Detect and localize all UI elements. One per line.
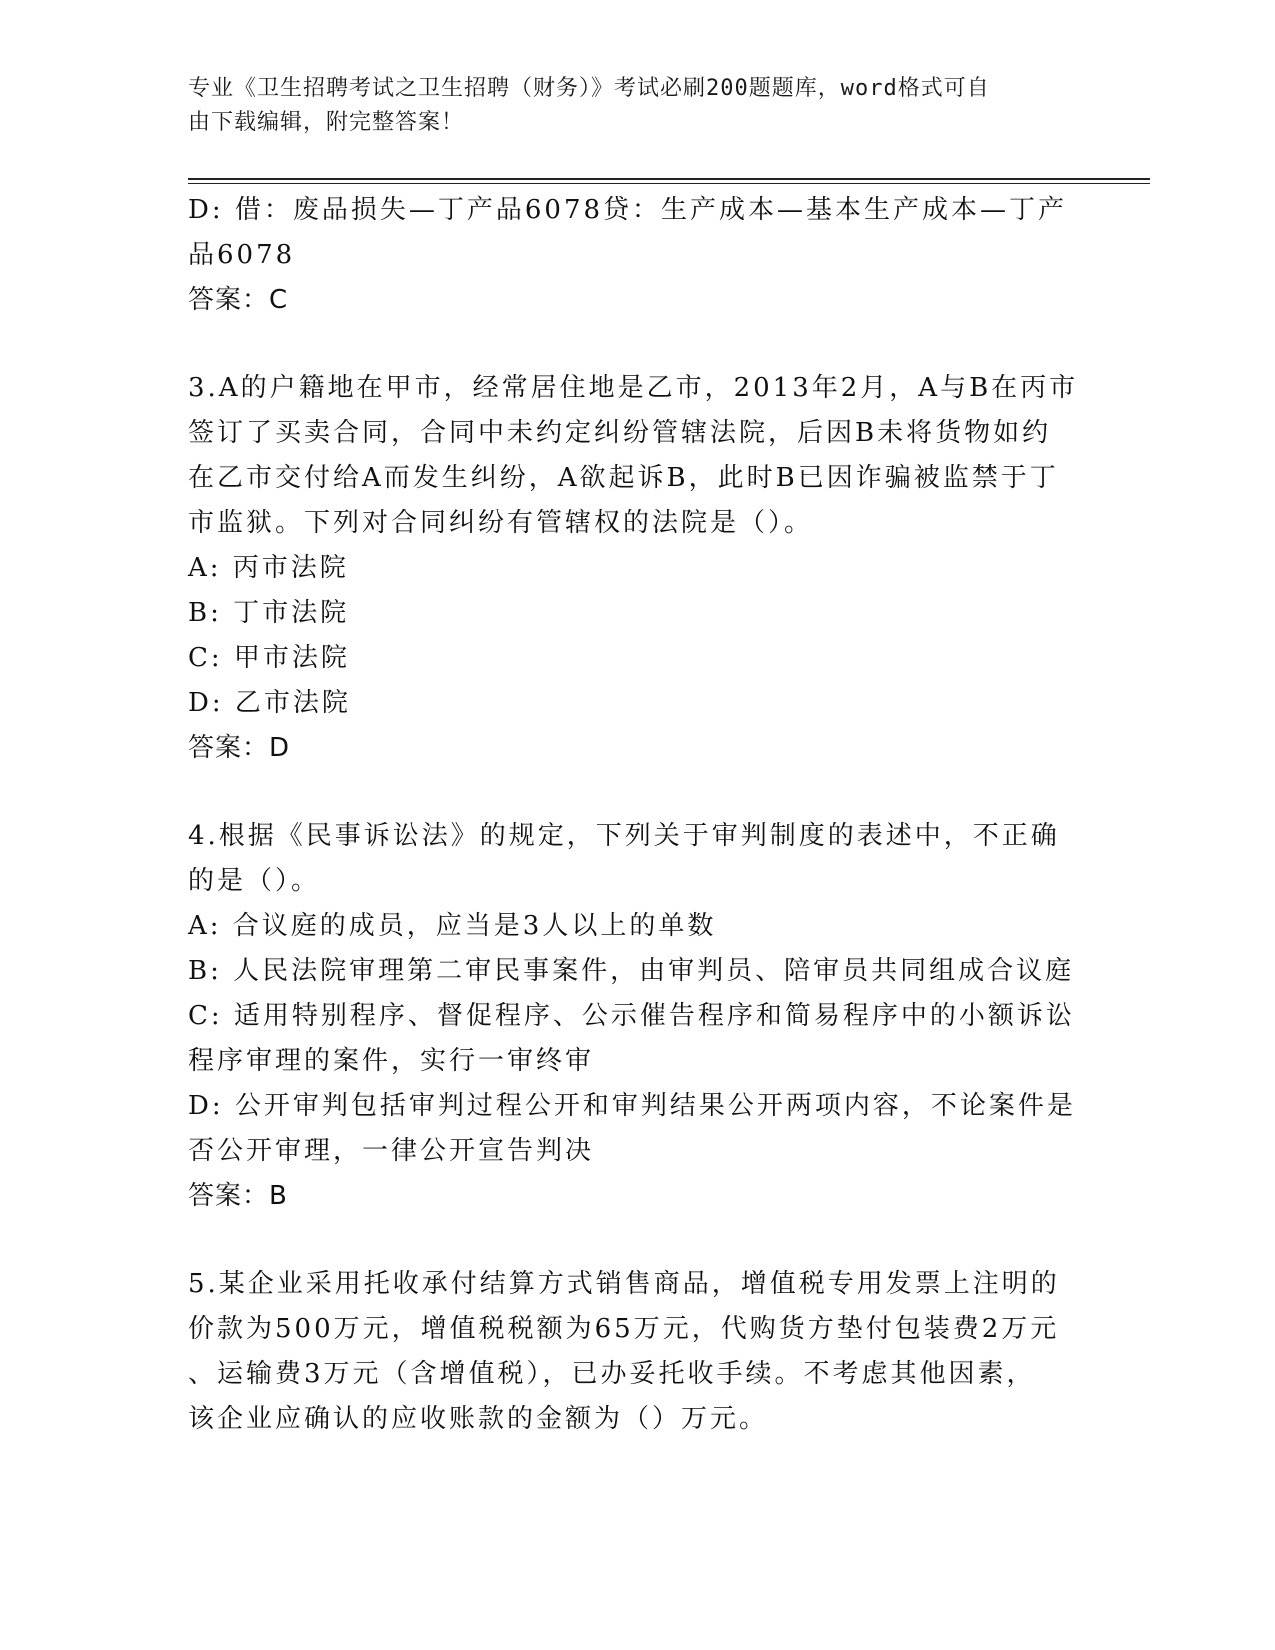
question-stem-line: 5.某企业采用托收承付结算方式销售商品，增值税专用发票上注明的 — [188, 1269, 1060, 1299]
option-line: C: 甲市法院 — [188, 643, 350, 673]
spacer — [188, 1219, 1088, 1262]
option-line: A: 合议庭的成员，应当是3人以上的单数 — [188, 911, 717, 941]
header-line: 专业《卫生招聘考试之卫生招聘（财务）》考试必刷200题题库，word格式可自 — [188, 76, 990, 101]
question-block-3 — [188, 366, 1088, 771]
option-line: 程序审理的案件，实行一审终审 — [188, 1046, 595, 1076]
option-line: B: 人民法院审理第二审民事案件，由审判员、陪审员共同组成合议庭 — [188, 956, 1075, 986]
document-body — [188, 188, 1088, 1442]
header-divider-thin — [188, 183, 1150, 184]
question-stem-line: 市监狱。下列对合同纠纷有管辖权的法院是（）。 — [188, 508, 814, 538]
answer-line: 答案：C — [188, 285, 289, 315]
question-block-prev — [188, 188, 1088, 323]
question-stem-line: 该企业应确认的应收账款的金额为（）万元。 — [188, 1404, 769, 1434]
header-line: 由下载编辑，附完整答案！ — [188, 110, 465, 135]
document-header — [188, 72, 1068, 140]
question-block-4 — [188, 814, 1088, 1219]
header-divider-thick — [188, 178, 1150, 180]
question-stem-line: 在乙市交付给A而发生纠纷，A欲起诉B，此时B已因诈骗被监禁于丁 — [188, 463, 1059, 493]
question-block-5 — [188, 1262, 1088, 1442]
answer-line: 答案：D — [188, 733, 291, 763]
spacer — [188, 771, 1088, 814]
option-line: A: 丙市法院 — [188, 553, 349, 583]
question-stem-line: 的是（）。 — [188, 866, 321, 896]
question-stem-line: 3.A的户籍地在甲市，经常居住地是乙市，2013年2月，A与B在丙市 — [188, 373, 1079, 403]
option-line: D: 借：废品损失—丁产品6078贷：生产成本—基本生产成本—丁产 — [188, 195, 1068, 225]
option-line: B: 丁市法院 — [188, 598, 350, 628]
option-line: D: 公开审判包括审判过程公开和审判结果公开两项内容，不论案件是 — [188, 1091, 1076, 1121]
option-line: 品6078 — [188, 240, 296, 270]
answer-line: 答案：B — [188, 1181, 288, 1211]
option-line: 否公开审理，一律公开宣告判决 — [188, 1136, 595, 1166]
question-stem-line: 、运输费3万元（含增值税），已办妥托收手续。不考虑其他因素， — [188, 1359, 1036, 1389]
question-stem-line: 4.根据《民事诉讼法》的规定，下列关于审判制度的表述中，不正确 — [188, 821, 1060, 851]
option-line: C: 适用特别程序、督促程序、公示催告程序和简易程序中的小额诉讼 — [188, 1001, 1075, 1031]
spacer — [188, 323, 1088, 366]
question-stem-line: 签订了买卖合同，合同中未约定纠纷管辖法院，后因B未将货物如约 — [188, 418, 1052, 448]
question-stem-line: 价款为500万元，增值税税额为65万元，代购货方垫付包装费2万元 — [188, 1314, 1060, 1344]
option-line: D: 乙市法院 — [188, 688, 351, 718]
